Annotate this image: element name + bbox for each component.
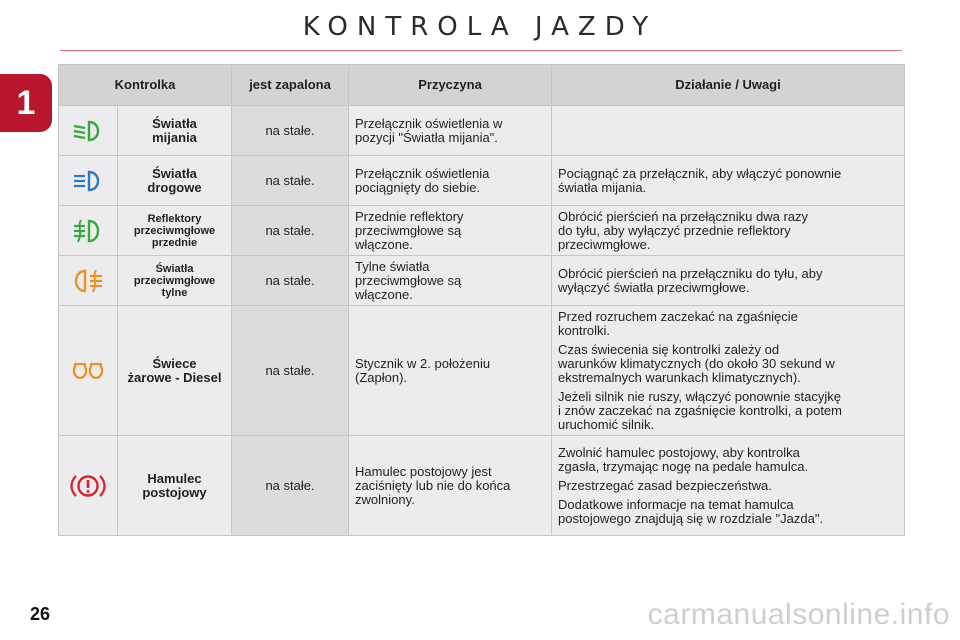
page-number: 26 (30, 604, 51, 624)
icon-cell (59, 436, 118, 536)
parking-brake-icon (70, 472, 106, 500)
low-beam-icon (71, 119, 105, 143)
title-divider (60, 50, 902, 51)
column-header-przyczyna: Przyczyna (349, 65, 552, 106)
note-text: Czas świecenia się kontrolki zależy od warunków klimatycznych (do około 30 sekund w ekstremalnych warunkach klimatycznych). (558, 341, 835, 385)
lit-status: na stałe. (232, 106, 349, 156)
note-text: Zwolnić hamulec postojowy, aby kontrolka zgasła, trzymając nogę na pedale hamulca. (558, 444, 809, 474)
note-text: Pociągnąć za przełącznik, aby włączyć ponownie światła mijania. (558, 165, 842, 195)
cause-text: Przełącznik oświetlenia w pozycji "Światła mijania". (349, 106, 552, 156)
lit-status: na stałe. (232, 156, 349, 206)
table-row (59, 436, 905, 536)
light-name: Reflektory przeciwmgłowe przednie (118, 206, 232, 256)
rear-fog-icon (71, 268, 105, 294)
table-header-row (59, 65, 905, 106)
table-row (59, 206, 905, 256)
table-row (59, 256, 905, 306)
column-header-kontrolka: Kontrolka (59, 65, 232, 106)
cause-text: Hamulec postojowy jest zaciśnięty lub nie do końca zwolniony. (349, 436, 552, 536)
cause-text: Przełącznik oświetlenia pociągnięty do siebie. (349, 156, 552, 206)
high-beam-icon (71, 169, 105, 193)
notes-cell (552, 206, 905, 256)
front-fog-icon (71, 218, 105, 244)
note-text: Obrócić pierścień na przełączniku do tyłu, aby wyłączyć światła przeciwmgłowe. (558, 265, 823, 295)
lit-status: na stałe. (232, 436, 349, 536)
notes-cell (552, 436, 905, 536)
notes-cell (552, 306, 905, 436)
lit-status: na stałe. (232, 256, 349, 306)
light-name: Światła drogowe (118, 156, 232, 206)
icon-cell (59, 306, 118, 436)
chapter-tab[interactable]: 1 (0, 74, 52, 132)
light-name: Hamulec postojowy (118, 436, 232, 536)
lit-status: na stałe. (232, 206, 349, 256)
light-name: Światła przeciwmgłowe tylne (118, 256, 232, 306)
note-text: Obrócić pierścień na przełączniku dwa razy do tyłu, aby wyłączyć przednie reflektory przeciwmgłowe. (558, 208, 809, 252)
glow-plug-icon (71, 359, 105, 383)
cause-text: Tylne światła przeciwmgłowe są włączone. (349, 256, 552, 306)
column-header-jest-zapalona: jest zapalona (232, 65, 349, 106)
table-row (59, 306, 905, 436)
note-text: Przestrzegać zasad bezpieczeństwa. (558, 477, 772, 493)
light-name: Światła mijania (118, 106, 232, 156)
watermark: carmanualsonline.info (647, 598, 950, 631)
table-row (59, 156, 905, 206)
table-row (59, 106, 905, 156)
icon-cell (59, 206, 118, 256)
note-text: Przed rozruchem zaczekać na zgaśnięcie kontrolki. (558, 308, 798, 338)
lit-status: na stałe. (232, 306, 349, 436)
icon-cell (59, 256, 118, 306)
page-title: KONTROLA JAZDY (302, 12, 658, 42)
warning-lights-table (58, 64, 905, 536)
column-header-dzialanie: Działanie / Uwagi (552, 65, 905, 106)
notes-cell (552, 256, 905, 306)
light-name: Świece żarowe - Diesel (118, 306, 232, 436)
cause-text: Przednie reflektory przeciwmgłowe są włączone. (349, 206, 552, 256)
note-text: Dodatkowe informacje na temat hamulca postojowego znajdują się w rozdziale "Jazda". (558, 496, 824, 526)
icon-cell (59, 106, 118, 156)
icon-cell (59, 156, 118, 206)
notes-cell (552, 156, 905, 206)
cause-text: Stycznik w 2. położeniu (Zapłon). (349, 306, 552, 436)
note-text: Jeżeli silnik nie ruszy, włączyć ponownie stacyjkę i znów zaczekać na zgaśnięcie kontrolki, a potem uruchomić silnik. (558, 388, 842, 432)
notes-cell (552, 106, 905, 156)
